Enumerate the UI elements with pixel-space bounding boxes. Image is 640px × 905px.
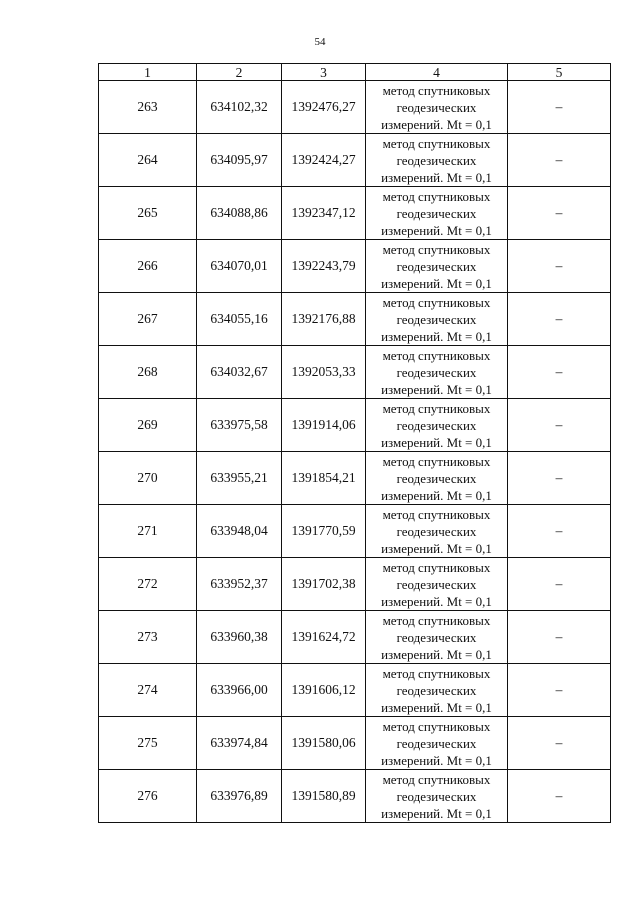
method-text-line: геодезических bbox=[396, 364, 477, 380]
method-text-line: геодезических bbox=[396, 576, 477, 592]
column-header: 1 bbox=[99, 64, 197, 81]
y-coordinate-cell: 1392424,27 bbox=[282, 134, 366, 187]
method-text-line: измерений. Mt = 0,1 bbox=[381, 275, 492, 291]
y-coordinate-cell: 1392347,12 bbox=[282, 187, 366, 240]
table-row bbox=[99, 399, 611, 452]
note-cell: – bbox=[508, 293, 611, 346]
note-cell: – bbox=[508, 558, 611, 611]
table-row bbox=[99, 452, 611, 505]
x-coordinate-cell: 633952,37 bbox=[197, 558, 282, 611]
method-text-line: измерений. Mt = 0,1 bbox=[381, 699, 492, 715]
method-text-line: метод спутниковых bbox=[382, 718, 491, 734]
method-text-line: метод спутниковых bbox=[382, 400, 491, 416]
note-cell: – bbox=[508, 81, 611, 134]
note-cell: – bbox=[508, 346, 611, 399]
x-coordinate-cell: 634055,16 bbox=[197, 293, 282, 346]
method-text-line: геодезических bbox=[396, 152, 477, 168]
method-cell bbox=[366, 664, 508, 717]
column-header: 2 bbox=[197, 64, 282, 81]
column-header: 3 bbox=[282, 64, 366, 81]
method-text-line: измерений. Mt = 0,1 bbox=[381, 487, 492, 503]
method-cell bbox=[366, 134, 508, 187]
note-cell: – bbox=[508, 770, 611, 823]
x-coordinate-cell: 633974,84 bbox=[197, 717, 282, 770]
note-cell: – bbox=[508, 452, 611, 505]
point-number-cell: 264 bbox=[99, 134, 197, 187]
method-text-line: геодезических bbox=[396, 682, 477, 698]
method-text-line: метод спутниковых bbox=[382, 612, 491, 628]
y-coordinate-cell: 1391580,89 bbox=[282, 770, 366, 823]
method-text-line: измерений. Mt = 0,1 bbox=[381, 169, 492, 185]
method-text-line: измерений. Mt = 0,1 bbox=[381, 540, 492, 556]
method-text-line: геодезических bbox=[396, 205, 477, 221]
note-cell: – bbox=[508, 611, 611, 664]
table-row bbox=[99, 240, 611, 293]
method-cell bbox=[366, 611, 508, 664]
table-row bbox=[99, 558, 611, 611]
method-text-line: метод спутниковых bbox=[382, 665, 491, 681]
method-cell bbox=[366, 505, 508, 558]
method-text-line: геодезических bbox=[396, 788, 477, 804]
point-number-cell: 276 bbox=[99, 770, 197, 823]
table-body bbox=[99, 81, 611, 823]
point-number-cell: 265 bbox=[99, 187, 197, 240]
method-cell bbox=[366, 240, 508, 293]
method-text-line: измерений. Mt = 0,1 bbox=[381, 646, 492, 662]
method-text-line: измерений. Mt = 0,1 bbox=[381, 752, 492, 768]
point-number-cell: 274 bbox=[99, 664, 197, 717]
point-number-cell: 266 bbox=[99, 240, 197, 293]
y-coordinate-cell: 1391580,06 bbox=[282, 717, 366, 770]
method-text-line: метод спутниковых bbox=[382, 188, 491, 204]
note-cell: – bbox=[508, 717, 611, 770]
method-text-line: геодезических bbox=[396, 470, 477, 486]
coordinates-table bbox=[98, 63, 611, 823]
point-number-cell: 275 bbox=[99, 717, 197, 770]
method-cell bbox=[366, 452, 508, 505]
method-text-line: метод спутниковых bbox=[382, 241, 491, 257]
y-coordinate-cell: 1392053,33 bbox=[282, 346, 366, 399]
method-cell bbox=[366, 770, 508, 823]
table-row bbox=[99, 770, 611, 823]
note-cell: – bbox=[508, 240, 611, 293]
note-cell: – bbox=[508, 399, 611, 452]
method-text-line: метод спутниковых bbox=[382, 347, 491, 363]
method-text-line: метод спутниковых bbox=[382, 771, 491, 787]
method-text-line: геодезических bbox=[396, 523, 477, 539]
method-text-line: измерений. Mt = 0,1 bbox=[381, 593, 492, 609]
method-text-line: измерений. Mt = 0,1 bbox=[381, 805, 492, 821]
y-coordinate-cell: 1391624,72 bbox=[282, 611, 366, 664]
method-text-line: метод спутниковых bbox=[382, 294, 491, 310]
point-number-cell: 263 bbox=[99, 81, 197, 134]
x-coordinate-cell: 633948,04 bbox=[197, 505, 282, 558]
point-number-cell: 273 bbox=[99, 611, 197, 664]
table-row bbox=[99, 717, 611, 770]
method-text-line: измерений. Mt = 0,1 bbox=[381, 116, 492, 132]
point-number-cell: 268 bbox=[99, 346, 197, 399]
method-text-line: метод спутниковых bbox=[382, 135, 491, 151]
table-row bbox=[99, 293, 611, 346]
method-text-line: геодезических bbox=[396, 99, 477, 115]
note-cell: – bbox=[508, 134, 611, 187]
column-header: 4 bbox=[366, 64, 508, 81]
method-text-line: измерений. Mt = 0,1 bbox=[381, 381, 492, 397]
x-coordinate-cell: 633960,38 bbox=[197, 611, 282, 664]
method-cell bbox=[366, 81, 508, 134]
method-cell bbox=[366, 558, 508, 611]
y-coordinate-cell: 1391770,59 bbox=[282, 505, 366, 558]
method-text-line: метод спутниковых bbox=[382, 453, 491, 469]
y-coordinate-cell: 1392243,79 bbox=[282, 240, 366, 293]
method-cell bbox=[366, 717, 508, 770]
y-coordinate-cell: 1391854,21 bbox=[282, 452, 366, 505]
method-text-line: геодезических bbox=[396, 629, 477, 645]
note-cell: – bbox=[508, 664, 611, 717]
x-coordinate-cell: 634070,01 bbox=[197, 240, 282, 293]
table-row bbox=[99, 505, 611, 558]
table-row bbox=[99, 187, 611, 240]
method-cell bbox=[366, 293, 508, 346]
method-cell bbox=[366, 187, 508, 240]
note-cell: – bbox=[508, 187, 611, 240]
table-row bbox=[99, 134, 611, 187]
method-text-line: измерений. Mt = 0,1 bbox=[381, 434, 492, 450]
table-row bbox=[99, 81, 611, 134]
point-number-cell: 271 bbox=[99, 505, 197, 558]
method-text-line: метод спутниковых bbox=[382, 82, 491, 98]
method-text-line: метод спутниковых bbox=[382, 506, 491, 522]
x-coordinate-cell: 633975,58 bbox=[197, 399, 282, 452]
method-text-line: геодезических bbox=[396, 258, 477, 274]
y-coordinate-cell: 1391702,38 bbox=[282, 558, 366, 611]
column-header: 5 bbox=[508, 64, 611, 81]
point-number-cell: 272 bbox=[99, 558, 197, 611]
point-number-cell: 269 bbox=[99, 399, 197, 452]
x-coordinate-cell: 633966,00 bbox=[197, 664, 282, 717]
x-coordinate-cell: 634102,32 bbox=[197, 81, 282, 134]
table-row bbox=[99, 346, 611, 399]
x-coordinate-cell: 634032,67 bbox=[197, 346, 282, 399]
method-text-line: геодезических bbox=[396, 735, 477, 751]
page-number: 54 bbox=[314, 36, 326, 48]
method-cell bbox=[366, 399, 508, 452]
y-coordinate-cell: 1391914,06 bbox=[282, 399, 366, 452]
method-cell bbox=[366, 346, 508, 399]
method-text-line: геодезических bbox=[396, 311, 477, 327]
point-number-cell: 267 bbox=[99, 293, 197, 346]
table-row bbox=[99, 664, 611, 717]
x-coordinate-cell: 634095,97 bbox=[197, 134, 282, 187]
x-coordinate-cell: 633955,21 bbox=[197, 452, 282, 505]
x-coordinate-cell: 633976,89 bbox=[197, 770, 282, 823]
x-coordinate-cell: 634088,86 bbox=[197, 187, 282, 240]
note-cell: – bbox=[508, 505, 611, 558]
method-text-line: измерений. Mt = 0,1 bbox=[381, 328, 492, 344]
method-text-line: метод спутниковых bbox=[382, 559, 491, 575]
y-coordinate-cell: 1391606,12 bbox=[282, 664, 366, 717]
y-coordinate-cell: 1392176,88 bbox=[282, 293, 366, 346]
method-text-line: геодезических bbox=[396, 417, 477, 433]
method-text-line: измерений. Mt = 0,1 bbox=[381, 222, 492, 238]
y-coordinate-cell: 1392476,27 bbox=[282, 81, 366, 134]
table-header-row bbox=[99, 64, 611, 81]
table-row bbox=[99, 611, 611, 664]
point-number-cell: 270 bbox=[99, 452, 197, 505]
